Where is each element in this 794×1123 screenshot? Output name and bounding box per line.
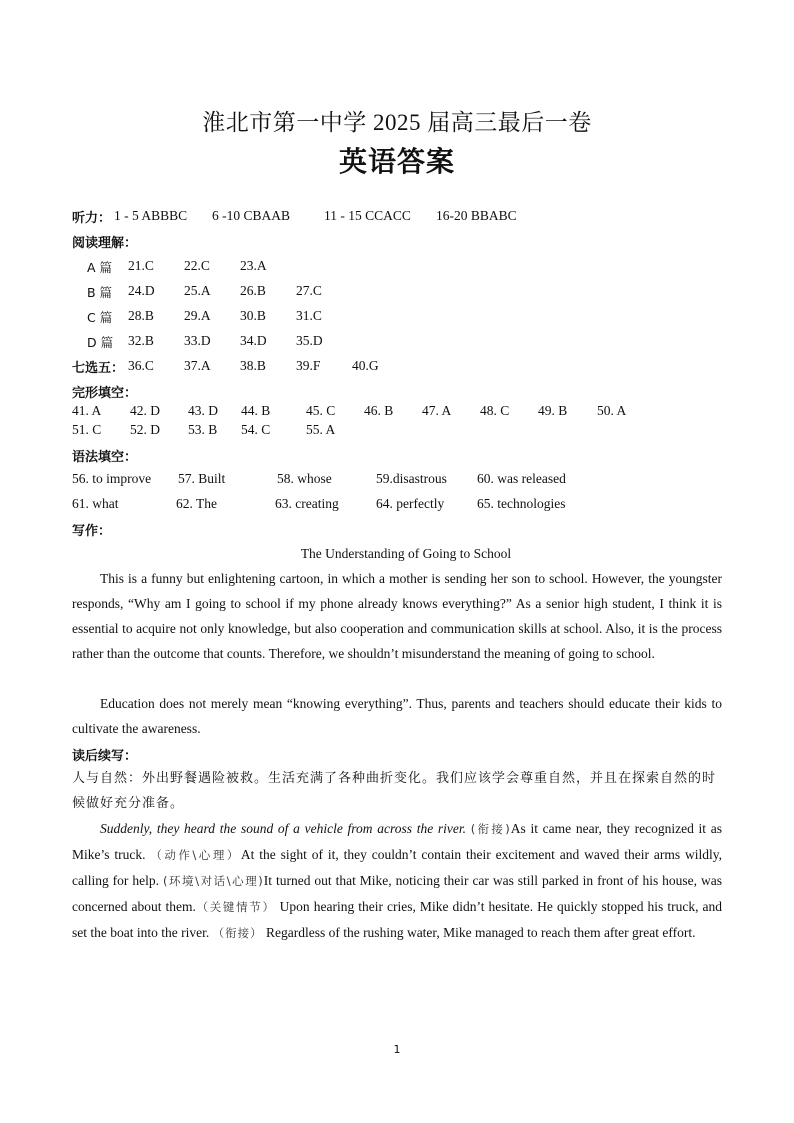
reading-section-name: A 篇 bbox=[87, 260, 113, 275]
reading-section-name: B 篇 bbox=[87, 285, 113, 300]
seven-choose-five-answer: 37.A bbox=[184, 358, 211, 373]
reading-answer: 23.A bbox=[240, 258, 267, 273]
cloze-answer: 46. B bbox=[364, 403, 394, 418]
listening-answer: 16-20 BBABC bbox=[436, 208, 517, 223]
reading-answer: 31.C bbox=[296, 308, 322, 323]
reading-section-name: D 篇 bbox=[87, 335, 114, 350]
cloze-answer: 49. B bbox=[538, 403, 568, 418]
cloze-answer: 48. C bbox=[480, 403, 510, 418]
cloze-answer: 53. B bbox=[188, 422, 218, 437]
hint-label: （动作\心理） bbox=[150, 848, 241, 862]
grammar-answer: 58. whose bbox=[277, 471, 332, 486]
listening-row bbox=[72, 207, 111, 226]
reading-answer: 24.D bbox=[128, 283, 155, 298]
reading-answer: 28.B bbox=[128, 308, 154, 323]
seven-choose-five-label: 七选五： bbox=[72, 361, 125, 376]
continuation-sentence: Regardless of the rushing water, Mike managed to reach them after great effort. bbox=[265, 925, 696, 940]
cloze-answer: 41. A bbox=[72, 403, 102, 418]
grammar-answer: 65. technologies bbox=[477, 496, 566, 511]
cloze-answer: 55. A bbox=[306, 422, 336, 437]
page-number: 1 bbox=[393, 1043, 401, 1056]
reading-answer: 33.D bbox=[184, 333, 211, 348]
reading-answer: 22.C bbox=[184, 258, 210, 273]
listening-label: 听力： bbox=[72, 211, 112, 226]
listening-answer: 1 - 5 ABBBC bbox=[114, 208, 188, 223]
cloze-answer: 50. A bbox=[597, 403, 627, 418]
document-title: 淮北市第一中学 2025 届高三最后一卷 bbox=[202, 110, 592, 135]
reading-answer: 30.B bbox=[240, 308, 266, 323]
hint-label: （衔接） bbox=[212, 926, 263, 940]
grammar-answer: 57. Built bbox=[178, 471, 226, 486]
cloze-answer: 54. C bbox=[241, 422, 271, 437]
grammar-answer: 59.disastrous bbox=[376, 471, 447, 486]
grammar-label: 语法填空： bbox=[72, 450, 138, 465]
cloze-answer: 44. B bbox=[241, 403, 271, 418]
reading-label: 阅读理解： bbox=[72, 236, 138, 251]
essay-paragraph: This is a funny but enlightening cartoon, in which a mother is sending her son to school. However, the youngster responds, “Why am I going to school if my phone already knows everything?” As a senior high student, I think it is essential to acquire not only knowledge, but also cooperation and communication skills at school. Also, it is the process rather than the outcome that counts. Therefore, we shouldn’t misunderstand the meaning of going to school. bbox=[72, 571, 722, 661]
reading-answer: 27.C bbox=[296, 283, 322, 298]
cloze-answer: 47. A bbox=[422, 403, 452, 418]
reading-answer: 35.D bbox=[296, 333, 323, 348]
continuation-sentence: As it came near, they recognized it as Mike’s truck. bbox=[72, 821, 722, 862]
hint-label: (环境\对话\心理) bbox=[162, 874, 264, 888]
continuation-sentence: It turned out that Mike, noticing their car was still parked in front of his house, was concerned about them. bbox=[72, 873, 722, 914]
reading-answer: 26.B bbox=[240, 283, 266, 298]
continuation-sentence: At the sight of it, they couldn’t contain their excitement and waved their arms wildly, calling for help. bbox=[72, 847, 722, 888]
hint-label: （关键情节） bbox=[195, 900, 276, 914]
reading-section-name: C 篇 bbox=[87, 310, 113, 325]
reading-answer: 25.A bbox=[184, 283, 211, 298]
writing-label: 写作： bbox=[72, 524, 112, 539]
seven-choose-five-answer: 38.B bbox=[240, 358, 266, 373]
grammar-answer: 60. was released bbox=[477, 471, 566, 486]
reading-answer: 34.D bbox=[240, 333, 267, 348]
cloze-answer: 43. D bbox=[188, 403, 218, 418]
grammar-answer: 63. creating bbox=[275, 496, 339, 511]
seven-choose-five-answer: 39.F bbox=[296, 358, 321, 373]
reading-answer: 32.B bbox=[128, 333, 154, 348]
cloze-answer: 42. D bbox=[130, 403, 160, 418]
essay-paragraph: Education does not merely mean “knowing everything”. Thus, parents and teachers should educate their kids to cultivate the awareness. bbox=[72, 696, 722, 736]
seven-choose-five-answer: 40.G bbox=[352, 358, 379, 373]
lead-sentence: Suddenly, they heard the sound of a vehicle from across the river. bbox=[100, 821, 467, 836]
grammar-answer: 62. The bbox=[176, 496, 217, 511]
grammar-answer: 61. what bbox=[72, 496, 119, 511]
listening-answer: 11 - 15 CCACC bbox=[324, 208, 411, 223]
essay-title: The Understanding of Going to School bbox=[300, 546, 512, 561]
cloze-answer: 51. C bbox=[72, 422, 102, 437]
listening-answer: 6 -10 CBAAB bbox=[212, 208, 291, 223]
seven-choose-five-answer: 36.C bbox=[128, 358, 154, 373]
continuation-sentence: Upon hearing their cries, Mike didn’t hesitate. He quickly stopped his truck, and set the boat into the river. bbox=[72, 899, 723, 940]
grammar-answer: 64. perfectly bbox=[376, 496, 445, 511]
reading-answer: 29.A bbox=[184, 308, 211, 323]
continuation-theme: 人与自然：外出野餐遇险被救。生活充满了各种曲折变化。我们应该学会尊重自然，并且在探索自然的时候做好充分准备。 bbox=[72, 771, 717, 811]
grammar-answer: 56. to improve bbox=[72, 471, 152, 486]
cloze-answer: 52. D bbox=[130, 422, 160, 437]
continuation-label: 读后续写： bbox=[72, 749, 138, 764]
document-subtitle: 英语答案 bbox=[338, 147, 455, 178]
cloze-answer: 45. C bbox=[306, 403, 336, 418]
cloze-label: 完形填空： bbox=[72, 386, 138, 401]
hint-label: (衔接) bbox=[470, 822, 511, 836]
reading-answer: 21.C bbox=[128, 258, 154, 273]
continuation-paragraph bbox=[72, 816, 722, 946]
